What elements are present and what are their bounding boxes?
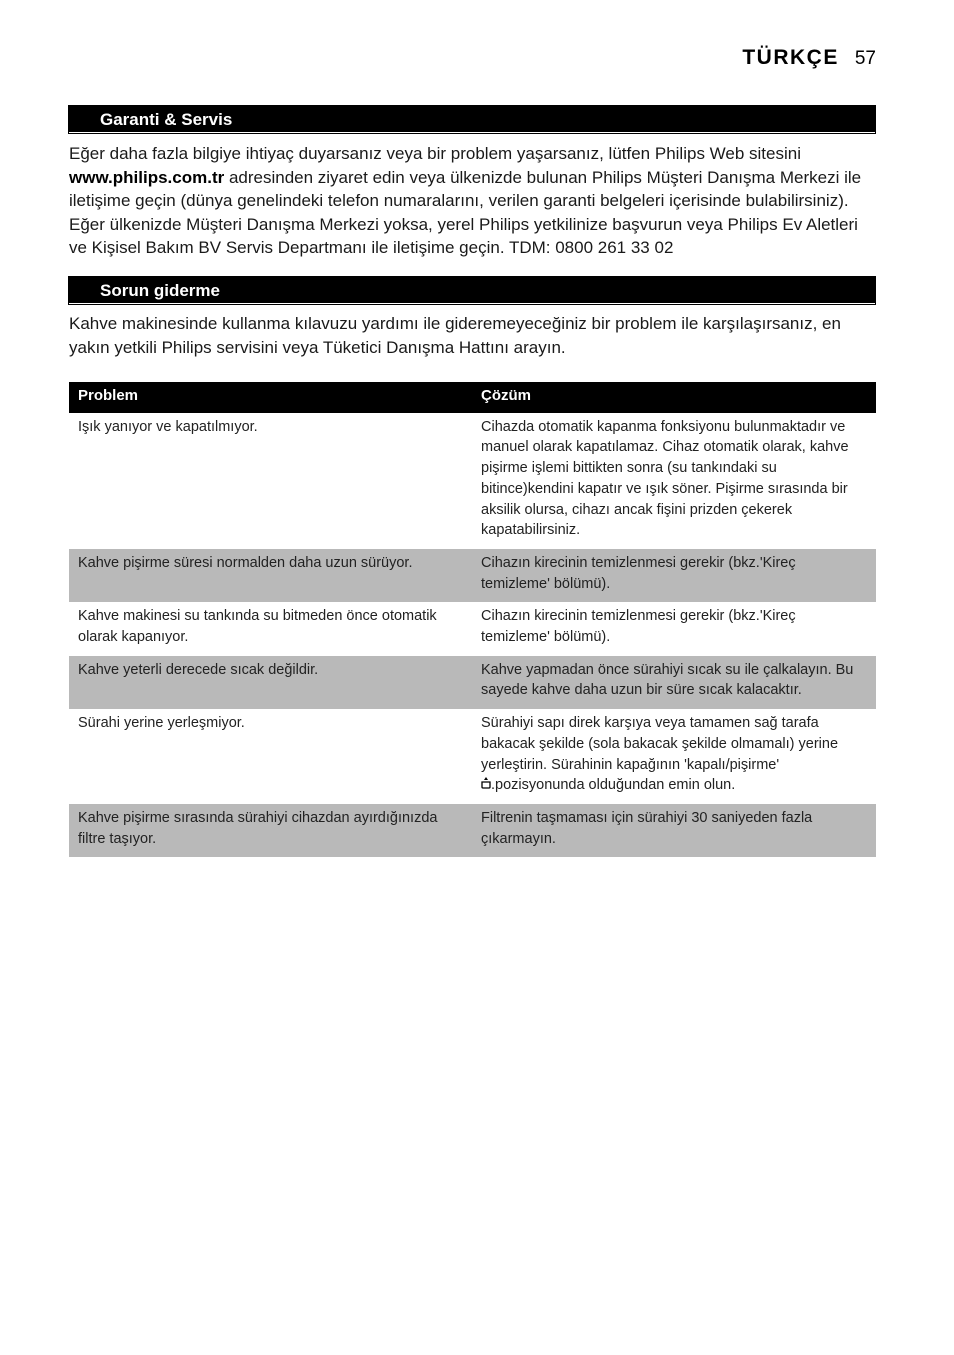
problem-cell: Sürahi yerine yerleşmiyor. (78, 715, 245, 732)
table-row (69, 709, 876, 804)
section-heading-warranty: Garanti & Servis (69, 106, 875, 133)
column-header-problem: Problem (69, 382, 472, 413)
warranty-text-1: Eğer daha fazla bilgiye ihtiyaç duyarsanız veya bir problem yaşarsanız, lütfen Philips Web sitesini (69, 144, 801, 163)
solution-text-part-1: Sürahiyi sapı direk karşıya veya tamamen sağ tarafa bakacak şekilde (sola bakacak şekilde olmamalı) yerine yerleştirin. Sürahinin kapağının 'kapalı/pişirme' (481, 715, 839, 773)
solution-cell: Filtrenin taşmaması için sürahiyi 30 saniyeden fazla çıkarmayın. (472, 804, 876, 857)
solution-cell (472, 709, 876, 804)
problem-cell: Kahve pişirme sırasında sürahiyi cihazdan ayırdığınızda filtre taşıyor. (69, 804, 472, 857)
table-header-row (69, 382, 876, 413)
page-header (742, 46, 876, 70)
table-row (69, 804, 876, 857)
problem-cell: Kahve yeterli derecede sıcak değildir. (69, 656, 472, 709)
troubleshooting-intro: Kahve makinesinde kullanma kılavuzu yardımı ile gideremeyeceğiniz bir problem ile karşılaşırsanız, en yakın yetkili Philips servisini veya Tüketici Danışma Hattını arayın. (69, 314, 841, 357)
solution-text-part-2: .pozisyonunda olduğundan emin olun. (491, 777, 736, 794)
solution-cell: Cihazın kirecinin temizlenmesi gerekir (bkz.'Kireç temizleme' bölümü). (472, 549, 876, 602)
section-heading-troubleshooting: Sorun giderme (69, 277, 875, 304)
table-row (69, 413, 876, 549)
solution-cell: Cihazda otomatik kapanma fonksiyonu bulunmaktadır ve manuel olarak kapatılamaz. Cihaz otomatik olarak, kahve pişirme işlemi bittikten sonra (su tankındaki su bitince)kendini kapatır ve ışık söner. Pişirme sırasında bir aksilik olursa, cihazı ancak fişini prizden çekerek kapatabilirsiniz. (481, 418, 849, 539)
table-row (69, 602, 876, 655)
table-row (69, 656, 876, 709)
troubleshooting-table (69, 382, 876, 857)
brew-position-icon (481, 775, 491, 796)
solution-cell: Cihazın kirecinin temizlenmesi gerekir (bkz.'Kireç temizleme' bölümü). (481, 608, 796, 646)
warranty-paragraph (69, 142, 879, 260)
table-row (69, 549, 876, 602)
page-number: 57 (854, 48, 876, 69)
problem-cell: Kahve makinesi su tankında su bitmeden önce otomatik olarak kapanıyor. (78, 608, 437, 646)
problem-cell: Kahve pişirme süresi normalden daha uzun sürüyor. (69, 549, 472, 602)
language-label: TÜRKÇE (742, 46, 839, 69)
warranty-text-2: adresinden ziyaret edin veya ülkenizde bulunan Philips Müşteri Danışma Merkezi ile iletişime geçin (dünya genelindeki telefon numaralarını, verilen garanti belgeleri içerisinde bulabilirsiniz). Eğer ülkenizde Müşteri Danışma Merkezi yoksa, yerel Philips yetkilinize başvurun veya Philips Ev Aletleri ve Kişisel Bakım BV Servis Departmanı ile iletişime geçin. TDM: 0800 261 33 02 (69, 167, 862, 257)
column-header-solution: Çözüm (472, 382, 876, 413)
solution-cell: Kahve yapmadan önce sürahiyi sıcak su ile çalkalayın. Bu sayede kahve daha uzun bir süre sıcak kalacaktır. (472, 656, 876, 709)
philips-website-link[interactable]: www.philips.com.tr (69, 167, 225, 187)
problem-cell: Işık yanıyor ve kapatılmıyor. (78, 418, 258, 435)
